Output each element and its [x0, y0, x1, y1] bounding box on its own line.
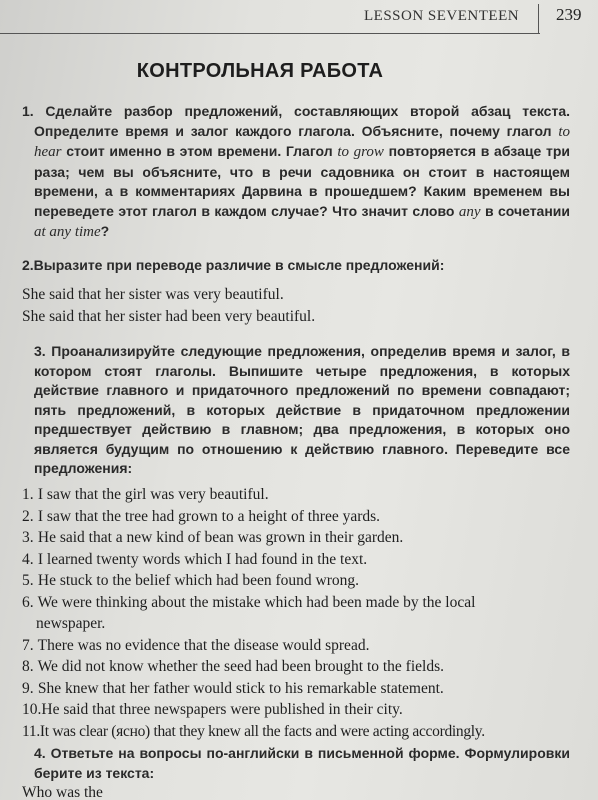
item-number: 3.	[22, 529, 34, 546]
item-text: He said that three newspapers were published in their city.	[41, 701, 403, 718]
list-item	[22, 527, 570, 549]
item-number: 7.	[22, 636, 34, 654]
list-item	[22, 549, 570, 571]
task-1-text: в сочетании	[480, 202, 571, 219]
task-3-heading: 3. Проанализируйте следующие предложения, определив время и залог, в котором стоят глаголы. Выпишите четыре предложения, в которых действие главного и придаточного предложений по времени совпадают; пять предложений, в которых действие в придаточном предложении предшествует действию в главном; два предложения, в которых оно является будущим по отношению к действию главного. Переведите все предложения:	[34, 343, 570, 476]
list-item	[22, 678, 570, 700]
list-item	[22, 570, 570, 592]
item-text: She knew that her father would stick to his remarkable statement.	[37, 679, 444, 697]
item-text: It was clear (ясно) that they knew all the facts and were acting accordingly.	[39, 722, 485, 740]
item-number: 10.	[22, 701, 42, 718]
task-1-text: ?	[100, 223, 110, 239]
task-2-sentence: She said that her sister was very beautiful.	[22, 286, 284, 303]
header-divider	[538, 4, 539, 34]
task-1-text: стоит именно в этом времени. Глагол	[61, 143, 338, 159]
item-number: 2.	[22, 507, 34, 525]
list-item	[22, 721, 570, 743]
item-text: He stuck to the belief which had been found wrong.	[37, 572, 359, 589]
item-text: I saw that the tree had grown to a height of three yards.	[37, 507, 381, 525]
running-header	[0, 0, 598, 36]
term-to-hear: to hear	[34, 123, 570, 160]
item-number: 8.	[22, 658, 34, 675]
list-item	[22, 484, 570, 506]
item-number: 1.	[22, 486, 34, 503]
task-4	[22, 744, 570, 783]
task-1-number: 1.	[22, 103, 34, 119]
page-title: КОНТРОЛЬНАЯ РАБОТА	[136, 60, 384, 82]
item-number: 5.	[22, 572, 34, 589]
task-1-text: Сделайте разбор предложений, составляющих второй абзац текста. Определите время и залог каждого глагола. Объясните, почему глагол	[34, 103, 571, 139]
item-text: There was no evidence that the disease would spread.	[37, 636, 370, 654]
task-4-heading: 4. Ответьте на вопросы по-английски в письменной форме. Формулировки берите из текста:	[34, 745, 570, 781]
item-text: I learned twenty words which I had found in the text.	[37, 550, 368, 568]
list-item	[22, 592, 570, 635]
list-item	[22, 656, 570, 678]
item-text: I saw that the girl was very beautiful.	[37, 486, 269, 503]
list-item	[22, 506, 570, 528]
header-rule	[0, 33, 540, 34]
task-2-heading: 2.Выразите при переводе различие в смысле предложений:	[22, 257, 445, 273]
item-text: He said that a new kind of bean was grown in their garden.	[37, 529, 404, 546]
lesson-label: LESSON SEVENTEEN	[364, 8, 520, 24]
task-1-body	[22, 102, 570, 243]
task-1-text: повторяется в абзаце три раза; чем вы объясните, что в речи садовника он стоит в настоящем времени, а в комментариях Дарвина в прошедшем? Каким временем вы переведете этот глагол в каждом случае? Что значит слово	[34, 143, 570, 219]
term-to-grow: to grow	[337, 144, 384, 160]
task-4-partial-line: Who was the	[22, 784, 103, 800]
list-item	[22, 699, 570, 721]
task-2-sentence: She said that her sister had been very beautiful.	[22, 307, 316, 325]
term-any: any	[458, 203, 481, 220]
task-1	[22, 102, 570, 243]
item-number: 9.	[22, 679, 34, 697]
item-number: 6.	[22, 593, 34, 611]
task-2-sentences	[22, 284, 570, 327]
item-number: 11.	[22, 722, 40, 740]
task-3	[22, 342, 570, 479]
item-text-continued: newspaper.	[36, 615, 106, 632]
page-number: 239	[556, 5, 582, 24]
term-at-any-time: at any time	[34, 224, 101, 240]
task-3-list	[22, 484, 570, 742]
item-text: We did not know whether the seed had been brought to the fields.	[37, 658, 444, 675]
item-number: 4.	[22, 550, 34, 568]
item-text: We were thinking about the mistake which had been made by the local	[37, 593, 476, 611]
list-item	[22, 635, 570, 657]
